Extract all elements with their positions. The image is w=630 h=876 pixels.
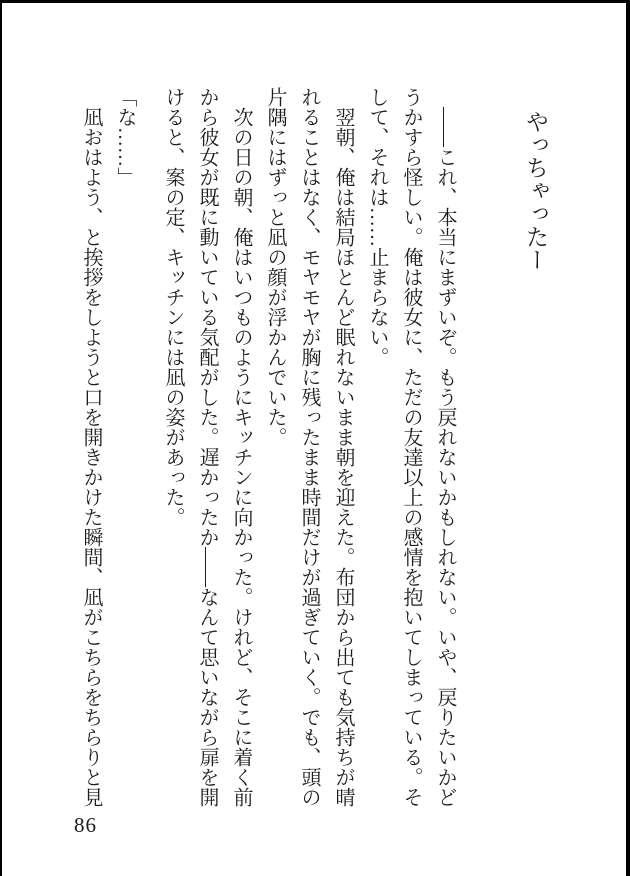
text-line: うかすら怪しい。俺は彼女に、ただの友達以上の感情を抱いてしまっている。そ (400, 87, 422, 807)
text-line: 翌朝、俺は結局ほとんど眠れないまま朝を迎えた。布団から出ても気持ちが晴 (332, 107, 354, 807)
text-line: して、それは……止まらない。 (366, 87, 388, 367)
text-line: 片隅にはずっと凪の顔が浮かんでいた。 (264, 87, 286, 447)
dialogue-line: 「な……」 (114, 87, 136, 187)
chapter-title: やっちゃったー (523, 110, 548, 271)
text-line: から彼女が既に動いている気配がした。遅かったか――なんて思いながら扉を開 (196, 87, 218, 807)
text-line: れることはなく、モヤモヤが胸に残ったまま時間だけが過ぎていく。でも、頭の (298, 87, 320, 807)
text-line: ――これ、本当にまずいぞ。もう戻れないかもしれない。いや、戻りたいかど (434, 107, 456, 807)
vertical-text-area (74, 87, 552, 813)
text-line: 次の日の朝、俺はいつものようにキッチンに向かった。けれど、そこに着く前 (230, 107, 252, 807)
page-number: 86 (74, 813, 97, 837)
text-line: 凪おはよう、と挨拶をしようと口を開きかけた瞬間、凪がこちらをちらりと見 (80, 107, 102, 807)
text-line: けると、案の定、キッチンには凪の姿があった。 (162, 87, 184, 527)
